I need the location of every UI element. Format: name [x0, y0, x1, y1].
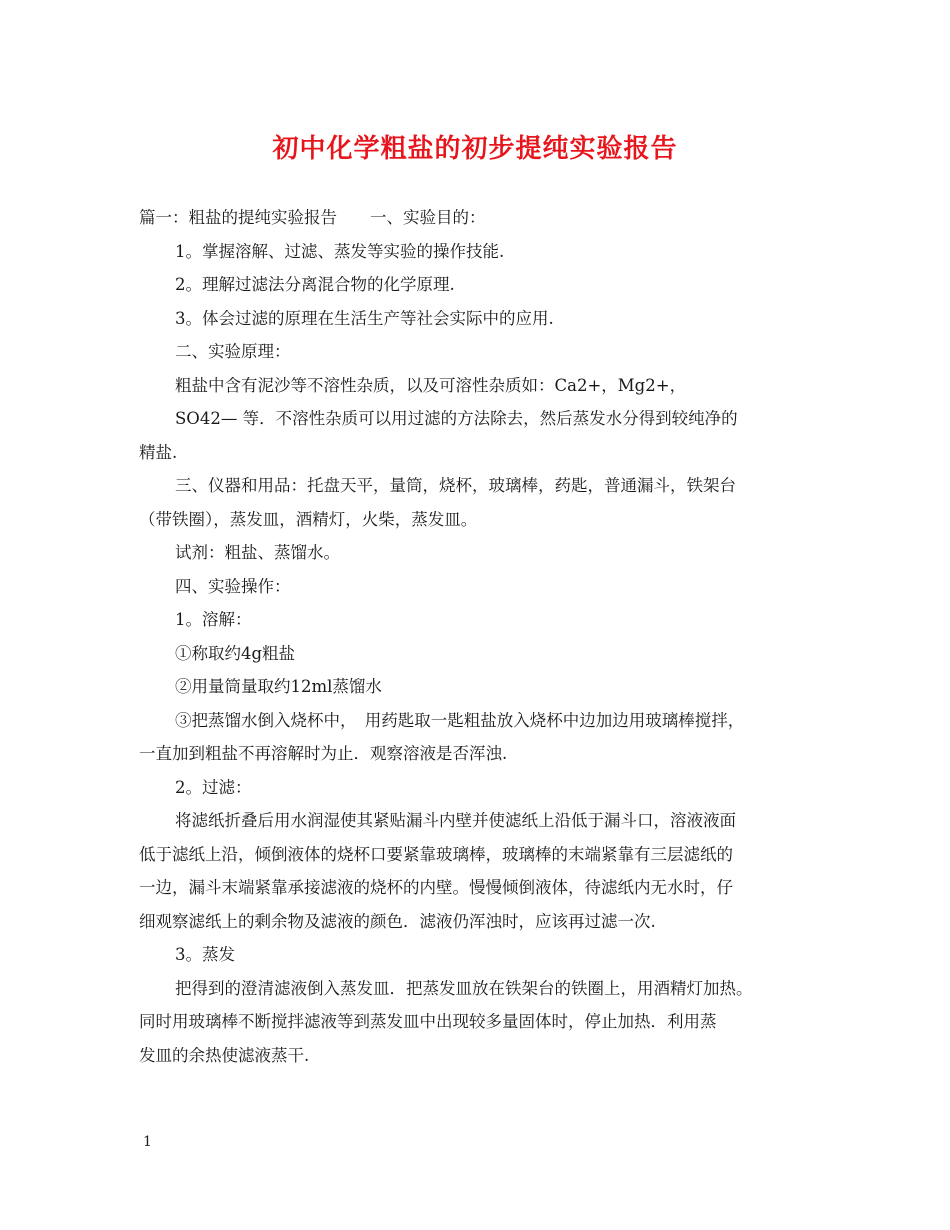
step-item: ②用量筒量取约12ml蒸馏水 — [175, 677, 382, 696]
document-title: 初中化学粗盐的初步提纯实验报告 — [272, 134, 678, 164]
objective-item: 2。理解过滤法分离混合物的化学原理. — [175, 275, 455, 294]
paragraph-line: 将滤纸折叠后用水润湿使其紧贴漏斗内壁并使滤纸上沿低于漏斗口，溶液液面 — [175, 811, 736, 830]
paragraph-line: 把得到的澄清滤液倒入蒸发皿．把蒸发皿放在铁架台的铁圈上，用酒精灯加热。 — [175, 978, 753, 998]
paragraph-line: 三、仪器和用品：托盘天平，量筒，烧杯，玻璃棒，药匙，普通漏斗，铁架台 — [175, 476, 736, 495]
paragraph-line: 精盐. — [139, 442, 178, 462]
document-body — [139, 201, 829, 1072]
section-heading: 四、实验操作： — [175, 576, 291, 596]
paragraph-line: 试剂：粗盐、蒸馏水。 — [175, 543, 340, 562]
objective-item: 1。掌握溶解、过滤、蒸发等实验的操作技能. — [175, 241, 505, 261]
paragraph-line: （带铁圈），蒸发皿，酒精灯，火柴，蒸发皿。 — [139, 509, 478, 529]
step-item: ①称取约4g粗盐 — [175, 643, 296, 663]
paragraph-line: SO42— 等．不溶性杂质可以用过滤的方法除去，然后蒸发水分得到较纯净的 — [175, 409, 738, 428]
step-heading: 2。过滤： — [175, 777, 252, 797]
page-number: 1 — [143, 1134, 152, 1150]
step-heading: 1。溶解： — [175, 610, 252, 629]
step-heading: 3。蒸发 — [175, 945, 235, 964]
paragraph-line: 一边，漏斗末端紧靠承接滤液的烧杯的内壁。慢慢倾倒液体，待滤纸内无水时，仔 — [139, 878, 733, 897]
paragraph-line: 细观察滤纸上的剩余物及滤液的颜色．滤液仍浑浊时，应该再过滤一次. — [139, 911, 656, 931]
section-heading-line: 篇一：粗盐的提纯实验报告 一、实验目的： — [139, 208, 486, 227]
section-heading: 二、实验原理： — [175, 342, 291, 361]
paragraph-line: 发皿的余热使滤液蒸干. — [139, 1045, 310, 1065]
paragraph-line: 低于滤纸上沿，倾倒液体的烧杯口要紧靠玻璃棒，玻璃棒的末端紧靠有三层滤纸的 — [139, 844, 733, 864]
paragraph-line: 粗盐中含有泥沙等不溶性杂质，以及可溶性杂质如：Ca2+，Mg2+， — [175, 375, 687, 395]
step-item: ③把蒸馏水倒入烧杯中， 用药匙取一匙粗盐放入烧杯中边加边用玻璃棒搅拌， — [175, 710, 745, 730]
paragraph-line: 同时用玻璃棒不断搅拌滤液等到蒸发皿中出现较多量固体时，停止加热．利用蒸 — [139, 1012, 717, 1031]
objective-item: 3。体会过滤的原理在生活生产等社会实际中的应用. — [175, 308, 554, 328]
paragraph-line: 一直加到粗盐不再溶解时为止．观察溶液是否浑浊. — [139, 744, 508, 763]
